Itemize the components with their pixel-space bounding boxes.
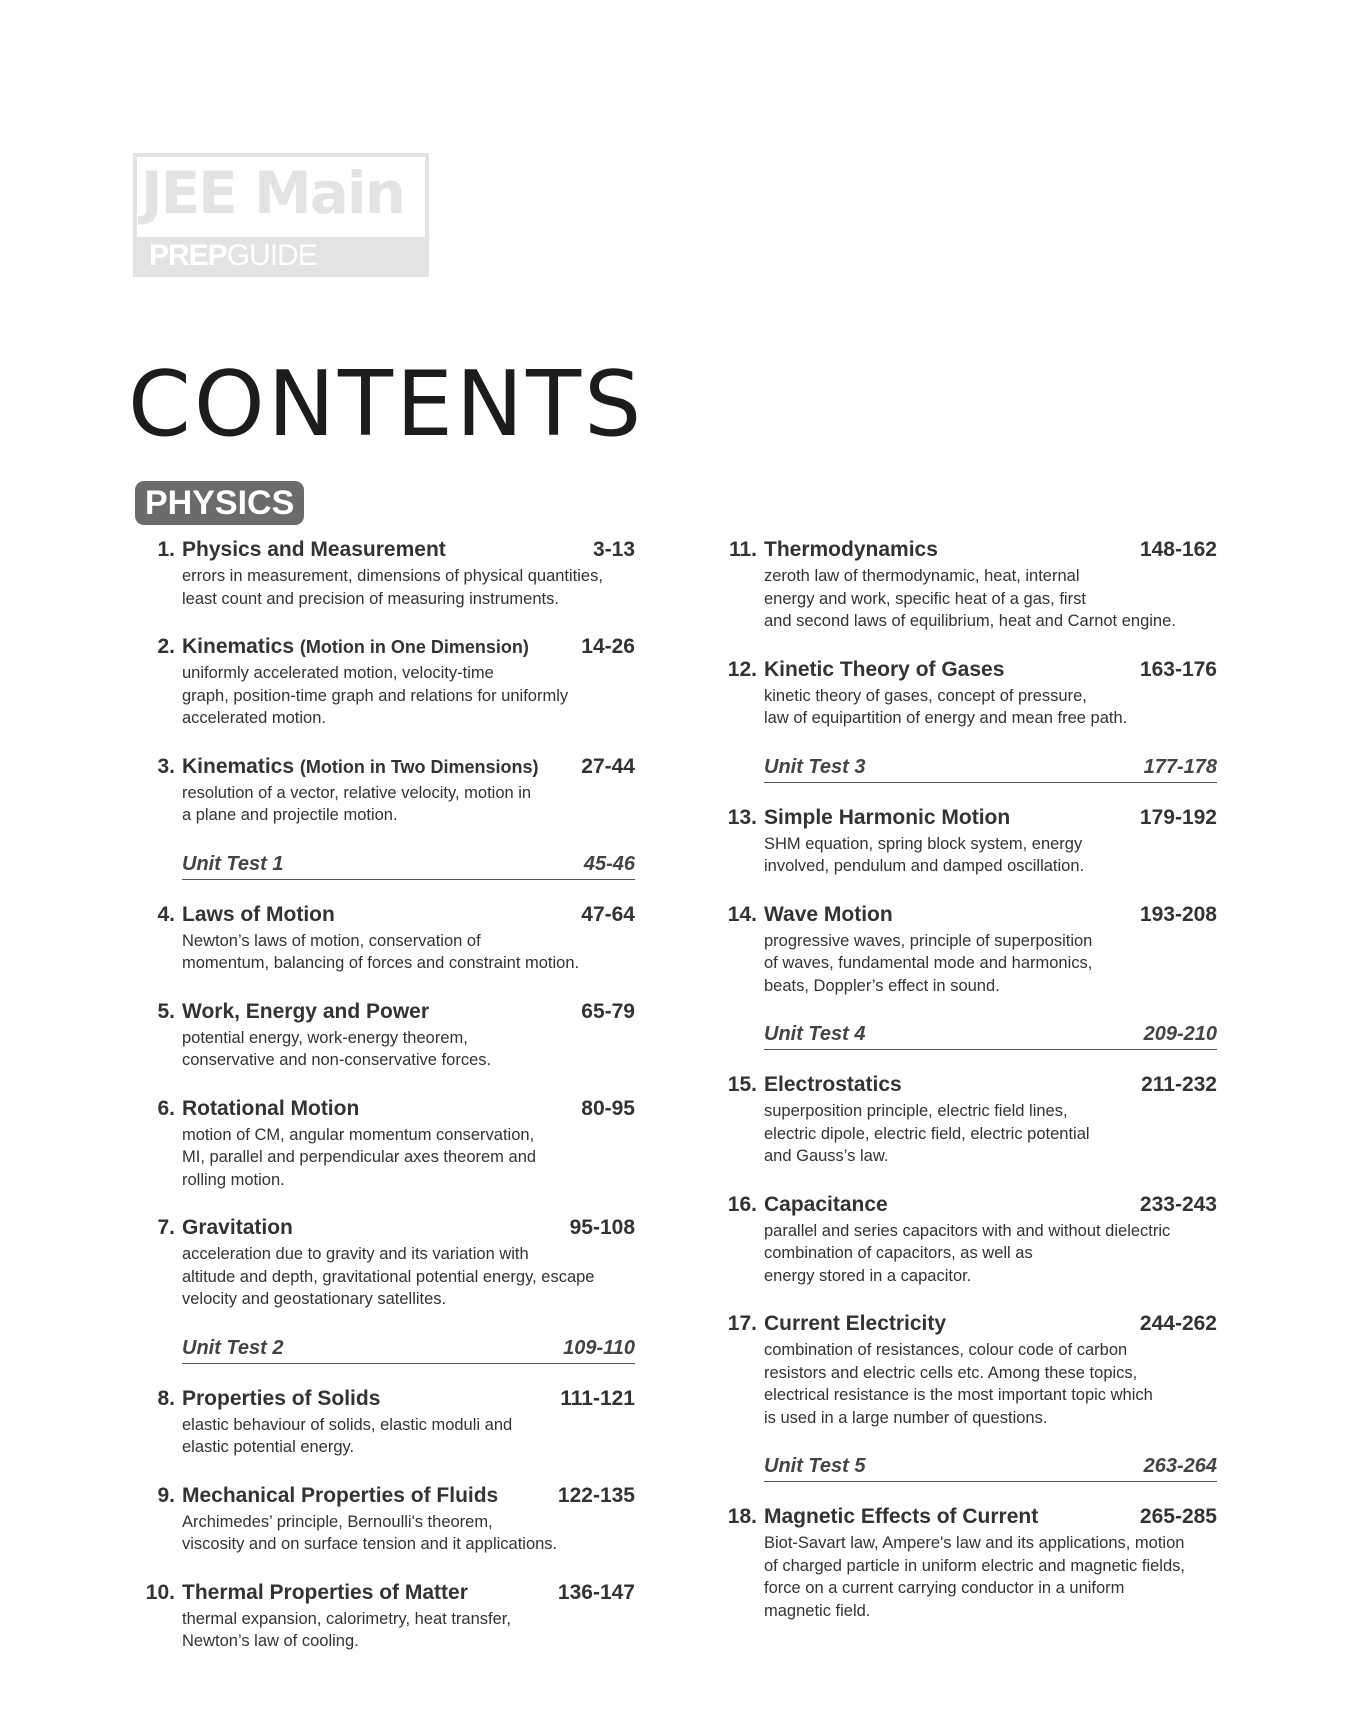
chapter-description — [757, 1220, 1217, 1288]
chapter-heading-row — [130, 1213, 635, 1243]
chapter-entry — [130, 632, 635, 730]
chapter-description-line: accelerated motion. — [182, 709, 326, 727]
chapter-description-line: acceleration due to gravity and its variation with — [182, 1245, 529, 1263]
chapter-subtitle: (Motion in Two Dimensions) — [299, 756, 539, 777]
chapter-entry — [130, 1578, 635, 1653]
chapter-pages: 122-135 — [557, 1483, 635, 1507]
chapter-pages: 163-176 — [1139, 657, 1217, 681]
chapter-title-text: Rotational Motion — [182, 1096, 360, 1120]
chapter-heading-row — [712, 535, 1217, 565]
chapter-description — [175, 1243, 635, 1311]
chapter-pages: 211-232 — [1141, 1073, 1217, 1096]
chapter-description-line: Biot-Savart law, Ampere's law and its applications, motion — [764, 1534, 1185, 1552]
chapter-description-line: law of equipartition of energy and mean free path. — [764, 709, 1128, 727]
chapter-pages: 65-79 — [581, 999, 635, 1023]
chapter-number: 8. — [157, 1386, 175, 1410]
chapter-heading-row — [130, 1578, 635, 1608]
chapter-description-line: resolution of a vector, relative velocity, motion in — [182, 783, 532, 802]
chapter-entry — [712, 655, 1217, 730]
chapter-title — [182, 1578, 558, 1608]
chapter-number: 2. — [157, 635, 175, 658]
chapter-number: 9. — [157, 1483, 175, 1507]
chapter-description-line: elastic behaviour of solids, elastic moduli and — [182, 1415, 513, 1434]
logo-title: JEE Main — [141, 159, 405, 227]
chapter-heading-row — [130, 1094, 635, 1124]
chapter-title-text: Electrostatics — [764, 1073, 902, 1096]
chapter-description — [757, 565, 1217, 633]
chapter-description-line: zeroth law of thermodynamic, heat, internal — [764, 567, 1080, 585]
chapter-entry — [712, 803, 1217, 878]
chapter-title — [764, 1309, 1140, 1339]
chapter-heading-row — [130, 535, 635, 565]
chapter-pages: 3-13 — [592, 538, 635, 561]
chapter-title-text: Thermal Properties of Matter — [182, 1580, 468, 1604]
chapter-description-line: magnetic field. — [764, 1601, 871, 1620]
chapter-description-line: rolling motion. — [182, 1170, 285, 1189]
unit-test-pages: 209-210 — [1143, 1023, 1217, 1045]
chapter-pages: 95-108 — [569, 1216, 635, 1239]
chapter-description-line: velocity and geostationary satellites. — [182, 1290, 447, 1308]
chapter-title — [764, 655, 1140, 685]
section-badge-physics: PHYSICS — [135, 481, 304, 525]
chapter-title-text: Kinematics — [182, 635, 295, 658]
chapter-title — [182, 900, 581, 930]
chapter-heading-row — [712, 1309, 1217, 1339]
chapter-heading-row — [712, 1502, 1217, 1532]
chapter-title — [764, 1502, 1140, 1532]
chapter-description-line: momentum, balancing of forces and constraint motion. — [182, 954, 580, 972]
chapter-number: 1. — [157, 538, 175, 561]
chapter-entry — [712, 1309, 1217, 1429]
chapter-entry — [130, 900, 635, 975]
chapter-heading-row — [712, 900, 1217, 930]
chapter-description-line: SHM equation, spring block system, energy — [764, 834, 1083, 853]
chapter-description — [175, 1124, 635, 1192]
chapter-description-line: combination of resistances, colour code of carbon — [764, 1341, 1128, 1359]
chapter-description-line: energy and work, specific heat of a gas, first — [764, 589, 1086, 608]
chapter-entry — [130, 1094, 635, 1192]
chapter-title — [182, 752, 581, 782]
chapter-description-line: graph, position-time graph and relations for uniformly — [182, 686, 569, 705]
chapter-description-line: of charged particle in uniform electric and magnetic fields, — [764, 1556, 1185, 1575]
chapter-pages: 27-44 — [581, 754, 635, 778]
chapter-description-line: electrical resistance is the most important topic which — [764, 1386, 1153, 1404]
unit-test-pages: 177-178 — [1143, 755, 1217, 778]
chapter-description-line: Archimedes’ principle, Bernoulli's theorem, — [182, 1512, 493, 1531]
unit-test-row — [182, 849, 635, 880]
unit-test-pages: 263-264 — [1143, 1455, 1217, 1477]
chapter-description — [175, 662, 635, 730]
chapter-pages: 265-285 — [1139, 1505, 1217, 1528]
chapter-title — [182, 1094, 581, 1124]
chapter-entry — [712, 1070, 1217, 1168]
chapter-title — [764, 1070, 1141, 1100]
chapter-pages: 193-208 — [1139, 902, 1217, 926]
unit-test-title: Unit Test 1 — [182, 852, 284, 875]
chapter-title-text: Mechanical Properties of Fluids — [182, 1483, 499, 1507]
chapter-number: 15. — [727, 1073, 757, 1096]
unit-test-row — [764, 1019, 1217, 1050]
chapter-entry — [130, 752, 635, 827]
chapter-description — [175, 930, 635, 975]
chapter-description-line: potential energy, work-energy theorem, — [182, 1028, 468, 1047]
chapter-description — [175, 565, 635, 610]
chapter-pages: 14-26 — [581, 635, 635, 658]
chapter-title-text: Current Electricity — [764, 1312, 947, 1335]
chapter-title — [182, 1481, 558, 1511]
chapter-description-line: progressive waves, principle of superposition — [764, 931, 1093, 950]
chapter-description — [757, 930, 1217, 998]
chapter-title-text: Wave Motion — [764, 902, 893, 926]
chapter-number: 12. — [727, 657, 757, 681]
chapter-description-line: uniformly accelerated motion, velocity-time — [182, 664, 494, 682]
chapter-number: 3. — [157, 754, 175, 778]
unit-test-title: Unit Test 2 — [182, 1336, 284, 1359]
chapter-description-line: parallel and series capacitors with and without dielectric — [764, 1221, 1171, 1240]
unit-test-pages: 45-46 — [583, 852, 635, 875]
chapter-title-text: Simple Harmonic Motion — [764, 805, 1011, 829]
contents-left-column — [130, 535, 635, 1675]
chapter-description-line: force on a current carrying conductor in a uniform — [764, 1579, 1125, 1597]
unit-test-title: Unit Test 4 — [764, 1023, 866, 1045]
chapter-title-text: Thermodynamics — [764, 538, 938, 561]
unit-test-title: Unit Test 5 — [764, 1455, 866, 1477]
chapter-number: 18. — [727, 1505, 757, 1528]
chapter-description-line: least count and precision of measuring instruments. — [182, 589, 559, 608]
chapter-title-text: Gravitation — [182, 1216, 293, 1239]
chapter-description-line: resistors and electric cells etc. Among these topics, — [764, 1363, 1138, 1382]
chapter-title-text: Capacitance — [764, 1192, 888, 1216]
chapter-entry — [712, 900, 1217, 998]
unit-test-row — [764, 752, 1217, 783]
chapter-number: 6. — [157, 1096, 175, 1120]
chapter-number: 5. — [157, 999, 175, 1023]
chapter-subtitle: (Motion in One Dimension) — [299, 637, 529, 657]
chapter-number: 16. — [727, 1192, 757, 1216]
chapter-heading-row — [130, 1481, 635, 1511]
chapter-description-line: superposition principle, electric field lines, — [764, 1102, 1068, 1120]
chapter-heading-row — [130, 900, 635, 930]
chapter-description — [757, 1532, 1217, 1622]
chapter-description — [175, 1608, 635, 1653]
chapter-heading-row — [130, 1384, 635, 1414]
chapter-title-text: Kinetic Theory of Gases — [764, 657, 1005, 681]
chapter-heading-row — [712, 655, 1217, 685]
chapter-pages: 136-147 — [557, 1580, 635, 1604]
chapter-pages: 148-162 — [1139, 538, 1217, 561]
chapter-title — [764, 803, 1140, 833]
chapter-number: 14. — [727, 902, 757, 926]
chapter-entry — [712, 1190, 1217, 1288]
chapter-description-line: beats, Doppler’s effect in sound. — [764, 976, 1000, 995]
chapter-title — [182, 997, 581, 1027]
chapter-title — [182, 1384, 560, 1414]
chapter-description — [757, 833, 1217, 878]
chapter-description — [757, 685, 1217, 730]
chapter-pages: 233-243 — [1139, 1192, 1217, 1216]
logo-subtitle-bold: PREP — [149, 239, 227, 272]
chapter-heading-row — [712, 1190, 1217, 1220]
chapter-number: 17. — [727, 1312, 757, 1335]
unit-test-title: Unit Test 3 — [764, 755, 866, 778]
chapter-number: 11. — [728, 538, 757, 561]
chapter-description-line: MI, parallel and perpendicular axes theorem and — [182, 1148, 537, 1166]
chapter-pages: 244-262 — [1139, 1312, 1217, 1335]
page-title: CONTENTS — [128, 352, 645, 457]
chapter-number: 4. — [157, 902, 175, 926]
chapter-heading-row — [130, 632, 635, 662]
chapter-entry — [130, 1213, 635, 1311]
chapter-title — [764, 1190, 1140, 1220]
chapter-entry — [130, 1481, 635, 1556]
chapter-description-line: Newton’s laws of motion, conservation of — [182, 931, 481, 950]
chapter-description-line: altitude and depth, gravitational potential energy, escape — [182, 1267, 595, 1286]
contents-right-column — [712, 535, 1217, 1644]
chapter-description-line: of waves, fundamental mode and harmonics, — [764, 954, 1093, 972]
unit-test-row — [764, 1451, 1217, 1482]
chapter-title — [182, 632, 581, 662]
chapter-heading-row — [712, 1070, 1217, 1100]
chapter-pages: 111-121 — [560, 1386, 635, 1410]
chapter-description-line: conservative and non-conservative forces. — [182, 1051, 492, 1069]
chapter-description-line: viscosity and on surface tension and it applications. — [182, 1535, 558, 1553]
chapter-description — [757, 1339, 1217, 1429]
chapter-title-text: Properties of Solids — [182, 1386, 381, 1410]
chapter-description-line: a plane and projectile motion. — [182, 806, 398, 824]
chapter-number: 13. — [727, 805, 757, 829]
chapter-description-line: combination of capacitors, as well as — [764, 1244, 1033, 1262]
chapter-description-line: and second laws of equilibrium, heat and Carnot engine. — [764, 612, 1176, 630]
chapter-title — [182, 1213, 570, 1243]
chapter-heading-row — [712, 803, 1217, 833]
unit-test-pages: 109-110 — [563, 1336, 635, 1359]
chapter-description — [757, 1100, 1217, 1168]
chapter-heading-row — [130, 997, 635, 1027]
chapter-entry — [130, 1384, 635, 1459]
chapter-description-line: is used in a large number of questions. — [764, 1408, 1048, 1427]
jee-main-prep-guide-logo — [133, 153, 429, 277]
chapter-description — [175, 1414, 635, 1459]
chapter-description-line: elastic potential energy. — [182, 1438, 355, 1456]
chapter-entry — [130, 535, 635, 610]
chapter-number: 10. — [145, 1580, 175, 1604]
chapter-description — [175, 1027, 635, 1072]
chapter-description-line: motion of CM, angular momentum conservation, — [182, 1125, 535, 1144]
chapter-pages: 80-95 — [581, 1096, 635, 1120]
chapter-description-line: kinetic theory of gases, concept of pressure, — [764, 686, 1087, 705]
chapter-title — [764, 535, 1140, 565]
chapter-description-line: energy stored in a capacitor. — [764, 1266, 972, 1285]
chapter-description-line: and Gauss’s law. — [764, 1147, 889, 1165]
chapter-title — [764, 900, 1140, 930]
logo-subtitle — [149, 237, 317, 275]
chapter-description — [175, 782, 635, 827]
chapter-entry — [130, 997, 635, 1072]
chapter-entry — [712, 535, 1217, 633]
chapter-description-line: involved, pendulum and damped oscillation. — [764, 857, 1085, 875]
chapter-description-line: Newton’s law of cooling. — [182, 1632, 359, 1650]
chapter-description — [175, 1511, 635, 1556]
chapter-title-text: Laws of Motion — [182, 902, 335, 926]
chapter-title-text: Kinematics — [182, 754, 295, 778]
logo-subtitle-light: GUIDE — [226, 239, 317, 272]
chapter-pages: 179-192 — [1139, 805, 1217, 829]
chapter-entry — [712, 1502, 1217, 1622]
chapter-description-line: thermal expansion, calorimetry, heat transfer, — [182, 1609, 511, 1628]
chapter-pages: 47-64 — [581, 902, 635, 926]
chapter-number: 7. — [157, 1216, 175, 1239]
chapter-title-text: Magnetic Effects of Current — [764, 1505, 1039, 1528]
chapter-heading-row — [130, 752, 635, 782]
chapter-title-text: Physics and Measurement — [182, 538, 446, 561]
chapter-title-text: Work, Energy and Power — [182, 999, 430, 1023]
chapter-description-line: errors in measurement, dimensions of physical quantities, — [182, 567, 603, 585]
unit-test-row — [182, 1333, 635, 1364]
chapter-description-line: electric dipole, electric field, electric potential — [764, 1124, 1090, 1143]
chapter-title — [182, 535, 593, 565]
